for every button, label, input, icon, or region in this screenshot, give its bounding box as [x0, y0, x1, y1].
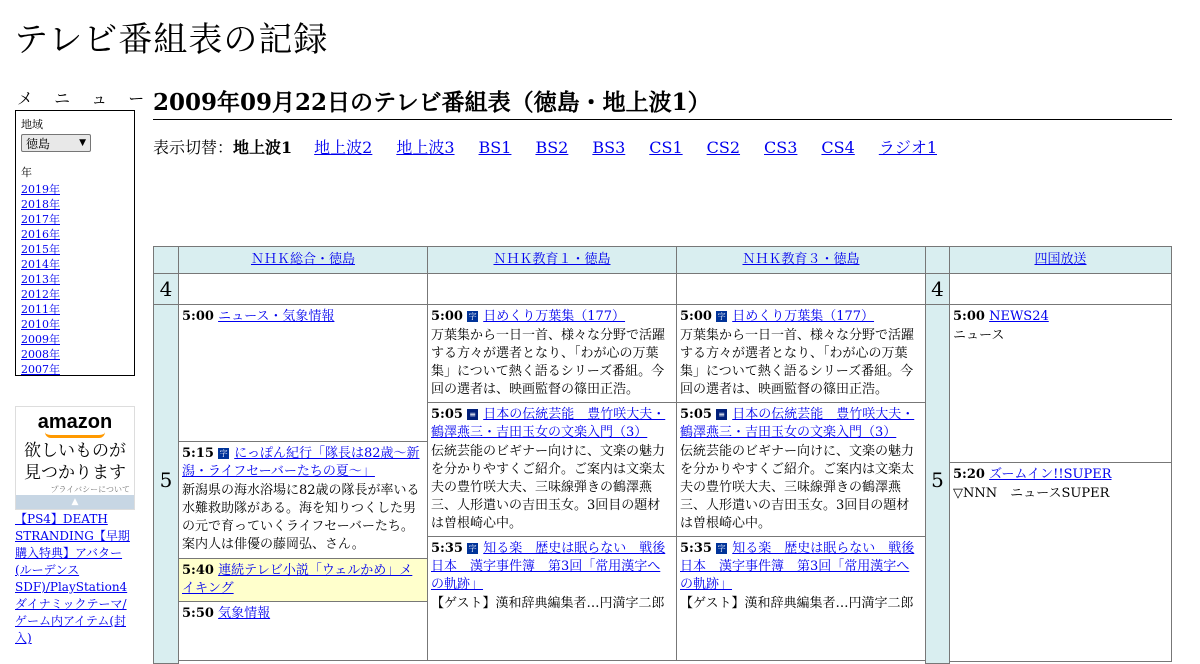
subtitle-icon: 字	[468, 544, 477, 553]
program-cell	[178, 441, 428, 559]
program-time: 5:00	[431, 309, 463, 324]
subtitle-icon: 字	[219, 449, 228, 458]
program-title-link[interactable]: ニュース・気象情報	[218, 309, 335, 324]
subtitle-icon: 字	[717, 312, 726, 321]
channel-link-nhk-kyoiku1[interactable]: ＮＨＫ教育１・徳島	[493, 252, 611, 267]
ad-copy-line-2: 見つかります	[24, 463, 126, 482]
year-link[interactable]: 2018年	[21, 198, 60, 211]
menu-heading: メ ニ ュ ー	[17, 89, 153, 108]
program-cell	[178, 304, 428, 442]
empty-slot	[949, 273, 1172, 305]
ad-copy-line-1: 欲しいものが	[24, 441, 126, 460]
switcher-link[interactable]: BS3	[592, 138, 626, 157]
year-link[interactable]: 2012年	[21, 288, 60, 301]
program-time: 5:05	[680, 407, 712, 422]
empty-slot	[427, 273, 677, 305]
empty-slot	[178, 273, 428, 305]
year-link[interactable]: 2008年	[21, 348, 60, 361]
program-title-link[interactable]: 日めくり万葉集（177）	[483, 309, 626, 324]
channel-header	[949, 246, 1172, 274]
program-cell-highlight	[178, 558, 428, 602]
program-desc: 【ゲスト】漢和辞典編集者…円満字二郎	[680, 596, 914, 611]
amazon-ad-banner[interactable]	[15, 406, 135, 510]
program-title-link[interactable]: ズームイン!!SUPER	[989, 467, 1112, 482]
program-time: 5:35	[680, 541, 712, 556]
program-time: 5:40	[182, 563, 214, 578]
switcher-current: 地上波1	[233, 138, 293, 157]
hour-label: 5	[925, 304, 950, 664]
channel-link-nhk-sogo[interactable]: ＮＨＫ総合・徳島	[250, 252, 355, 267]
program-title-link[interactable]: NEWS24	[989, 309, 1049, 324]
year-link[interactable]: 2011年	[21, 303, 60, 316]
program-cell	[676, 402, 926, 537]
channel-header	[178, 246, 428, 274]
switcher-link[interactable]: CS2	[706, 138, 741, 157]
subtitle-icon: 字	[468, 312, 477, 321]
empty-slot	[676, 273, 926, 305]
program-time: 5:20	[953, 467, 985, 482]
year-link[interactable]: 2007年	[21, 363, 60, 376]
year-link[interactable]: 2010年	[21, 318, 60, 331]
program-time: 5:00	[680, 309, 712, 324]
channel-header	[427, 246, 677, 274]
program-cell	[676, 304, 926, 403]
program-title-link[interactable]: 日本の伝統芸能 豊竹咲大夫・鶴澤燕三・吉田玉女の文楽入門（3）	[680, 407, 915, 440]
region-select-value: 徳島	[26, 136, 51, 151]
switcher-label: 表示切替：	[153, 138, 234, 157]
program-desc: 伝統芸能のビギナー向けに、文楽の魅力を分かりやすくご紹介。ご案内は文楽太夫の豊竹咲大夫、三味線弾きの鶴澤燕三、人形遣いの吉田玉女。3回目の題材は曽根崎心中。	[431, 444, 666, 531]
region-label: 地域	[21, 118, 43, 131]
switcher-link[interactable]: BS2	[535, 138, 569, 157]
switcher-link[interactable]: CS1	[649, 138, 683, 157]
year-list	[21, 182, 129, 377]
program-desc: 新潟県の海水浴場に82歳の隊長が率いる水難救助隊がある。海を知りつくした男の元で育っていくライフセーバーたち。案内人は俳優の藤岡弘、さん。	[182, 483, 420, 552]
chevron-down-icon: ▼	[79, 138, 86, 148]
year-link[interactable]: 2019年	[21, 183, 60, 196]
program-time: 5:35	[431, 541, 463, 556]
switcher-link[interactable]: 地上波3	[396, 138, 455, 157]
data-broadcast-icon: ≡	[716, 409, 727, 420]
data-broadcast-icon: ≡	[467, 409, 478, 420]
program-title-link[interactable]: 日本の伝統芸能 豊竹咲大夫・鶴澤燕三・吉田玉女の文楽入門（3）	[431, 407, 666, 440]
hour-header-cell	[925, 246, 950, 274]
program-title-link[interactable]: 気象情報	[218, 606, 271, 621]
program-cell	[178, 601, 428, 661]
program-desc: 伝統芸能のビギナー向けに、文楽の魅力を分かりやすくご紹介。ご案内は文楽太夫の豊竹咲大夫、三味線弾きの鶴澤燕三、人形遣いの吉田玉女。3回目の題材は曽根崎心中。	[680, 444, 915, 531]
hour-header-cell	[153, 246, 179, 274]
switcher-link[interactable]: ラジオ1	[878, 138, 937, 157]
program-desc: 【ゲスト】漢和辞典編集者…円満字二郎	[431, 596, 665, 611]
program-desc: ニュース	[953, 328, 1005, 343]
program-title-link[interactable]: にっぽん紀行「隊長は82歳～新潟・ライフセーバーたちの夏～」	[182, 446, 420, 479]
hour-label: 5	[153, 304, 179, 664]
program-time: 5:00	[953, 309, 985, 324]
year-link[interactable]: 2013年	[21, 273, 60, 286]
program-title-link[interactable]: 日めくり万葉集（177）	[732, 309, 875, 324]
year-link[interactable]: 2009年	[21, 333, 60, 346]
program-time: 5:15	[182, 446, 214, 461]
program-desc: ▽NNN ニュースSUPER	[953, 486, 1110, 501]
program-desc: 万葉集から一日一首、様々な分野で活躍する方々が選者となり、「わが心の万葉集」について熱く語るシリーズ番組。今回の選者は、映画監督の篠田正浩。	[680, 328, 915, 397]
hour-label: 4	[153, 273, 179, 305]
program-time: 5:05	[431, 407, 463, 422]
subtitle-icon: 字	[717, 544, 726, 553]
program-cell	[427, 304, 677, 403]
program-cell	[949, 304, 1172, 463]
ad-expand-icon[interactable]: ▲	[16, 495, 134, 509]
program-title-link[interactable]: 知る楽 歴史は眠らない 戦後日本 漢字事件簿 第3回「常用漢字への軌跡」	[431, 541, 666, 592]
menu-box	[15, 110, 135, 376]
program-time: 5:00	[182, 309, 214, 324]
amazon-logo: amazon	[37, 411, 113, 433]
program-grid	[153, 246, 1172, 646]
year-link[interactable]: 2016年	[21, 228, 60, 241]
channel-switcher	[153, 135, 947, 158]
switcher-link[interactable]: BS1	[478, 138, 512, 157]
program-title-link[interactable]: 連続テレビ小説「ウェルかめ」メイキング	[182, 563, 413, 596]
year-link[interactable]: 2014年	[21, 258, 60, 271]
channel-link-nhk-kyoiku3[interactable]: ＮＨＫ教育３・徳島	[742, 252, 860, 267]
year-link[interactable]: 2015年	[21, 243, 60, 256]
switcher-link[interactable]: CS3	[764, 138, 798, 157]
region-select[interactable]	[21, 134, 91, 152]
program-title-link[interactable]: 知る楽 歴史は眠らない 戦後日本 漢字事件簿 第3回「常用漢字への軌跡」	[680, 541, 915, 592]
page-title: 2009年09月22日のテレビ番組表（徳島・地上波1）	[153, 84, 1172, 120]
year-link[interactable]: 2017年	[21, 213, 60, 226]
ad-product-link[interactable]: 【PS4】DEATH STRANDING【早期購入特典】アバター(ルーデンス SDF)/PlayStation4ダイナミックテーマ/ゲーム内アイテム(封入)	[15, 512, 130, 645]
program-time: 5:50	[182, 606, 214, 621]
site-title: テレビ番組表の記録	[14, 20, 329, 60]
program-cell	[427, 536, 677, 661]
year-label: 年	[21, 166, 32, 179]
program-cell	[427, 402, 677, 537]
ad-privacy-link[interactable]: プライバシーについて	[50, 485, 130, 494]
program-cell	[676, 536, 926, 661]
switcher-link[interactable]: CS4	[821, 138, 855, 157]
program-desc: 万葉集から一日一首、様々な分野で活躍する方々が選者となり、「わが心の万葉集」について熱く語るシリーズ番組。今回の選者は、映画監督の篠田正浩。	[431, 328, 666, 397]
switcher-link[interactable]: 地上波2	[314, 138, 373, 157]
hour-label: 4	[925, 273, 950, 305]
program-cell	[949, 462, 1172, 662]
channel-link-shikoku[interactable]: 四国放送	[1034, 252, 1087, 267]
channel-header	[676, 246, 926, 274]
